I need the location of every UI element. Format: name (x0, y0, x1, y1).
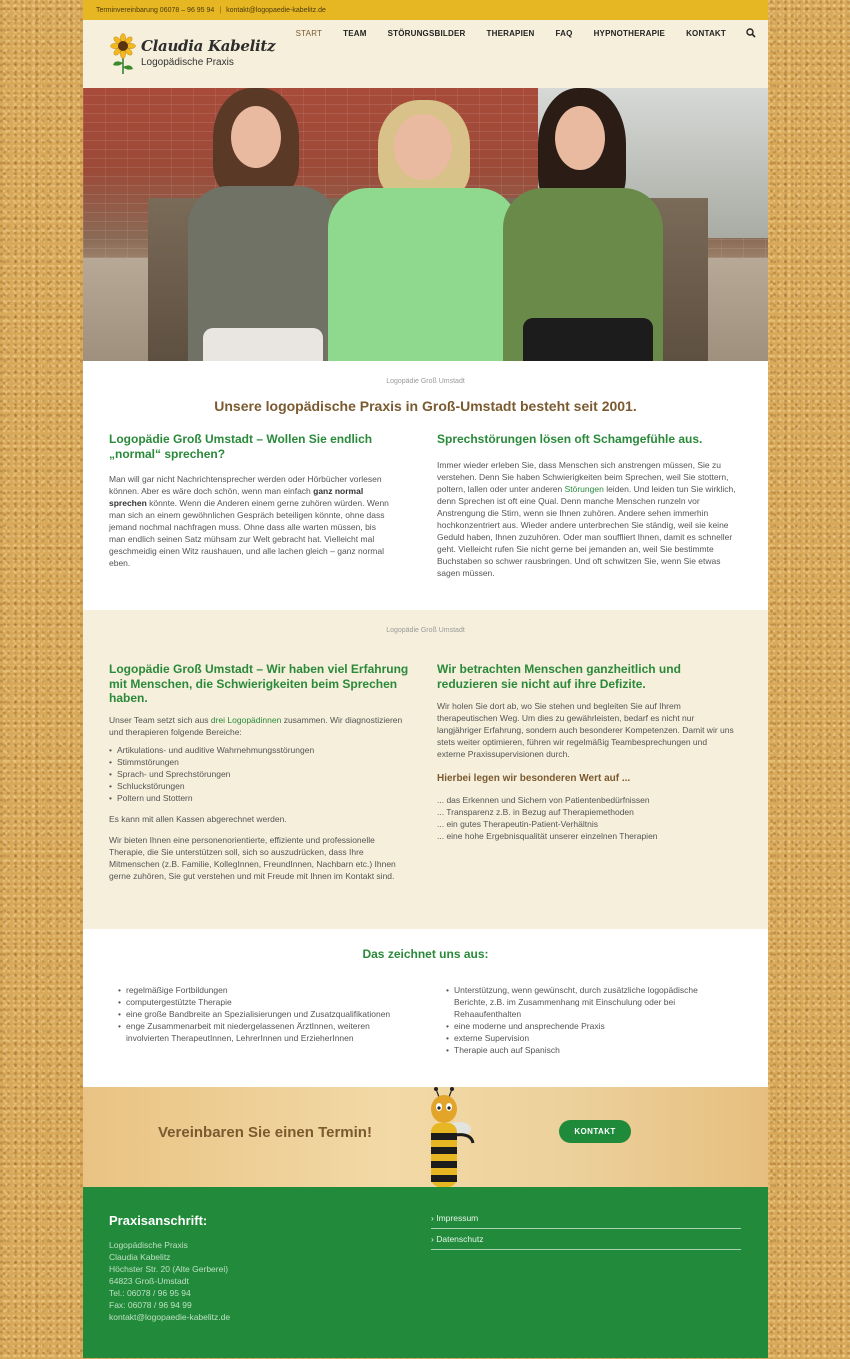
list-item: • Unterstützung, wenn gewünscht, durch zusätzliche logopädische Berichte, z.B. im Zusammenhang mit Einschulung oder bei Rehaaufenthalten (446, 984, 731, 1020)
experience-right-heading: Wir betrachten Menschen ganzheitlich und reduzieren sie nicht auf ihre Defizite. (437, 662, 681, 691)
chevron-right-icon: › (431, 1213, 434, 1223)
nav-start[interactable]: START (295, 28, 323, 38)
list-item: • Poltern und Stottern (109, 792, 409, 804)
intro-title: Unsere logopädische Praxis in Groß-Umstadt besteht seit 2001. (214, 398, 637, 414)
bee-mascot-icon (419, 1087, 479, 1187)
values-list (437, 794, 737, 842)
list-item: • externe Supervision (446, 1032, 731, 1044)
footer-email[interactable]: kontakt@logopaedie-kabelitz.de (109, 1312, 231, 1322)
nav-faq[interactable]: FAQ (555, 28, 573, 38)
intro-left-bold: ganz normal sprechen (109, 486, 364, 508)
features-right-list (446, 984, 731, 1056)
intro-section (83, 361, 768, 610)
experience-left-column (109, 662, 409, 882)
experience-right-text: Wir holen Sie dort ab, wo Sie stehen und begleiten Sie auf Ihrem therapeutischen Weg. Um dies zu gewährleisten, bedarf es nicht nur langjähriger Erfahrung, sondern auch besonderer Kompetenzen. Damit wir uns stets weiter optimieren, führen wir regelmäßig Teambesprechungen und externe Praxissupervisionen durch. (437, 701, 734, 759)
topbar-separator: | (219, 6, 222, 14)
intro-right-column (437, 432, 742, 579)
footer-title: Praxisanschrift: (109, 1213, 208, 1228)
intro-left-text: Man will gar nicht Nachrichtensprecher werden oder Hörbücher vorlesen können. Aber es wäre doch schön, wenn man einfach ganz normal sprechen könnte. Wenn die Anderen einem gerne zuhören würden. Wenn man sich an einem gewöhnlichen Gespräch beteiligen könnte, ohne dass jemand nochmal nachfragen muss. Ohne dass alle warten müssen, bis man endlich seinen Satz mühsam zur Welt gebracht hat. Vielleicht mal geschmeidig einen Witz raushauen, und alle lachen gleich – ganz normal eben. (109, 474, 389, 568)
appointment-title: Vereinbaren Sie einen Termin! (158, 1124, 372, 1141)
experience-outro: Wir bieten Ihnen eine personenorientierte, effiziente und professionelle Therapie, die Sie unterstützen soll, sich so auszudrücken, dass Ihre Mitmenschen (z.B. Familie, KollegInnen, FreundInnen, Nachbarn etc.) Ihnen gerne zuhören, Sie gut verstehen und mit Freude mit Ihnen im Kontakt sind. (109, 834, 396, 881)
logo-name: Claudia Kabelitz (141, 37, 276, 55)
kassen-text: Es kann mit allen Kassen abgerechnet werden. (109, 813, 287, 824)
nav-team[interactable]: TEAM (343, 28, 367, 38)
sunflower-icon (109, 33, 137, 75)
site-footer (83, 1187, 768, 1358)
address-line: Claudia Kabelitz (109, 1252, 171, 1262)
hero-team-photo (83, 88, 768, 361)
site-logo[interactable] (109, 33, 275, 75)
topbar-email[interactable]: kontakt@logopaedie-kabelitz.de (226, 6, 326, 14)
nav-therapien[interactable]: THERAPIEN (486, 28, 535, 38)
main-nav (275, 28, 756, 38)
address-line: Logopädische Praxis (109, 1240, 188, 1250)
footer-link-label: Impressum (436, 1213, 479, 1223)
address-line: Höchster Str. 20 (Alte Gerberei) (109, 1264, 229, 1274)
experience-right-column (437, 662, 737, 842)
nav-hypnotherapie[interactable]: HYPNOTHERAPIE (593, 28, 666, 38)
top-bar (83, 0, 768, 20)
footer-link-datenschutz[interactable] (431, 1229, 741, 1250)
topbar-phone[interactable]: Terminvereinbarung 06078 – 96 95 94 (96, 6, 215, 14)
kontakt-button[interactable]: KONTAKT (559, 1120, 631, 1143)
features-section (83, 929, 768, 1087)
features-left-list (118, 984, 403, 1044)
page (83, 0, 768, 1359)
footer-phone[interactable]: Tel.: 06078 / 96 95 94 (109, 1288, 191, 1298)
features-title: Das zeichnet uns aus: (362, 947, 489, 961)
chevron-right-icon: › (431, 1234, 434, 1244)
site-header (83, 20, 768, 88)
list-item: • regelmäßige Fortbildungen (118, 984, 403, 996)
list-item: • eine moderne und ansprechende Praxis (446, 1020, 731, 1032)
address-line: 64823 Groß-Umstadt (109, 1276, 189, 1286)
nav-kontakt[interactable]: KONTAKT (686, 28, 726, 38)
link-drei-logopaedinnen[interactable]: drei Logopädinnen (210, 714, 282, 725)
list-item: • Sprach- und Sprechstörungen (109, 768, 409, 780)
intro-left-heading: Logopädie Groß Umstadt – Wollen Sie endlich „normal“ sprechen? (109, 432, 373, 461)
list-item: ... das Erkennen und Sichern von Patientenbedürfnissen (437, 795, 650, 805)
list-item: • enge Zusammenarbeit mit niedergelassenen ÄrztInnen, weiteren involvierten TherapeutInnen, LehrerInnen und ErzieherInnen (118, 1020, 403, 1044)
logo-subtitle: Logopädische Praxis (141, 57, 234, 68)
values-heading: Hierbei legen wir besonderen Wert auf ... (437, 773, 631, 784)
appointment-banner (83, 1087, 768, 1187)
list-item: • Therapie auch auf Spanisch (446, 1044, 731, 1056)
footer-link-impressum[interactable] (431, 1208, 741, 1229)
intro-right-heading: Sprechstörungen lösen oft Schamgefühle aus. (437, 432, 703, 446)
person-center (328, 100, 518, 361)
person-left (183, 88, 343, 361)
intro-right-text: Immer wieder erleben Sie, dass Menschen sich anstrengen müssen, Sie zu verstehen. Denn Sie haben Schwierigkeiten beim Sprechen, weil Sie stottern, poltern, lallen oder unter anderen Störungen leiden. Und leiden tun Sie wirklich, denn Sprechen ist oft eine Qual. Denn manche Menschen runzeln vor Anstrengung die Stirn, wenn sie Ihnen zuhören. Andere sehen immerhin hochkonzentriert aus. Wieder andere unterbrechen Sie ständig, weil sie keine Geduld haben, Ihnen zuzuhören. Oder man souffliert Ihnen, damit es schneller geht. Vielleicht rufen Sie nicht gerne bei jemanden an, weil Sie bestimmte Buchstaben so schwer rausbringen. Und oft schwitzen Sie, wenn Sie etwas sagen müssen. (437, 459, 736, 578)
list-item: • Artikulations- und auditive Wahrnehmungsstörungen (109, 744, 409, 756)
nav-stoerungsbilder[interactable]: STÖRUNGSBILDER (387, 28, 466, 38)
intro-left-column (109, 432, 394, 569)
intro-caption: Logopädie Groß Umstadt (386, 378, 465, 385)
therapy-areas-list (109, 744, 409, 804)
footer-link-label: Datenschutz (436, 1234, 484, 1244)
footer-fax: Fax: 06078 / 96 94 99 (109, 1300, 192, 1310)
list-item: • eine große Bandbreite an Spezialisierungen und Zusatzqualifikationen (118, 1008, 403, 1020)
search-icon[interactable] (746, 28, 756, 38)
list-item: • Schluckstörungen (109, 780, 409, 792)
experience-left-heading: Logopädie Groß Umstadt – Wir haben viel Erfahrung mit Menschen, die Schwierigkeiten beim Sprechen haben. (109, 662, 409, 705)
person-right (503, 88, 668, 361)
experience-intro: Unser Team setzt sich aus drei Logopädinnen zusammen. Wir diagnostizieren und therapieren folgende Bereiche: (109, 714, 403, 737)
experience-section (83, 610, 768, 929)
link-stoerungen[interactable]: Störungen (564, 483, 604, 494)
footer-address (109, 1239, 230, 1323)
footer-links (431, 1208, 741, 1250)
list-item: • computergestützte Therapie (118, 996, 403, 1008)
list-item: ... Transparenz z.B. in Bezug auf Therapiemethoden (437, 807, 634, 817)
list-item: ... eine hohe Ergebnisqualität unserer einzelnen Therapien (437, 831, 658, 841)
list-item: ... ein gutes Therapeutin-Patient-Verhältnis (437, 819, 598, 829)
list-item: • Stimmstörungen (109, 756, 409, 768)
experience-caption: Logopädie Groß Umstadt (386, 627, 465, 634)
